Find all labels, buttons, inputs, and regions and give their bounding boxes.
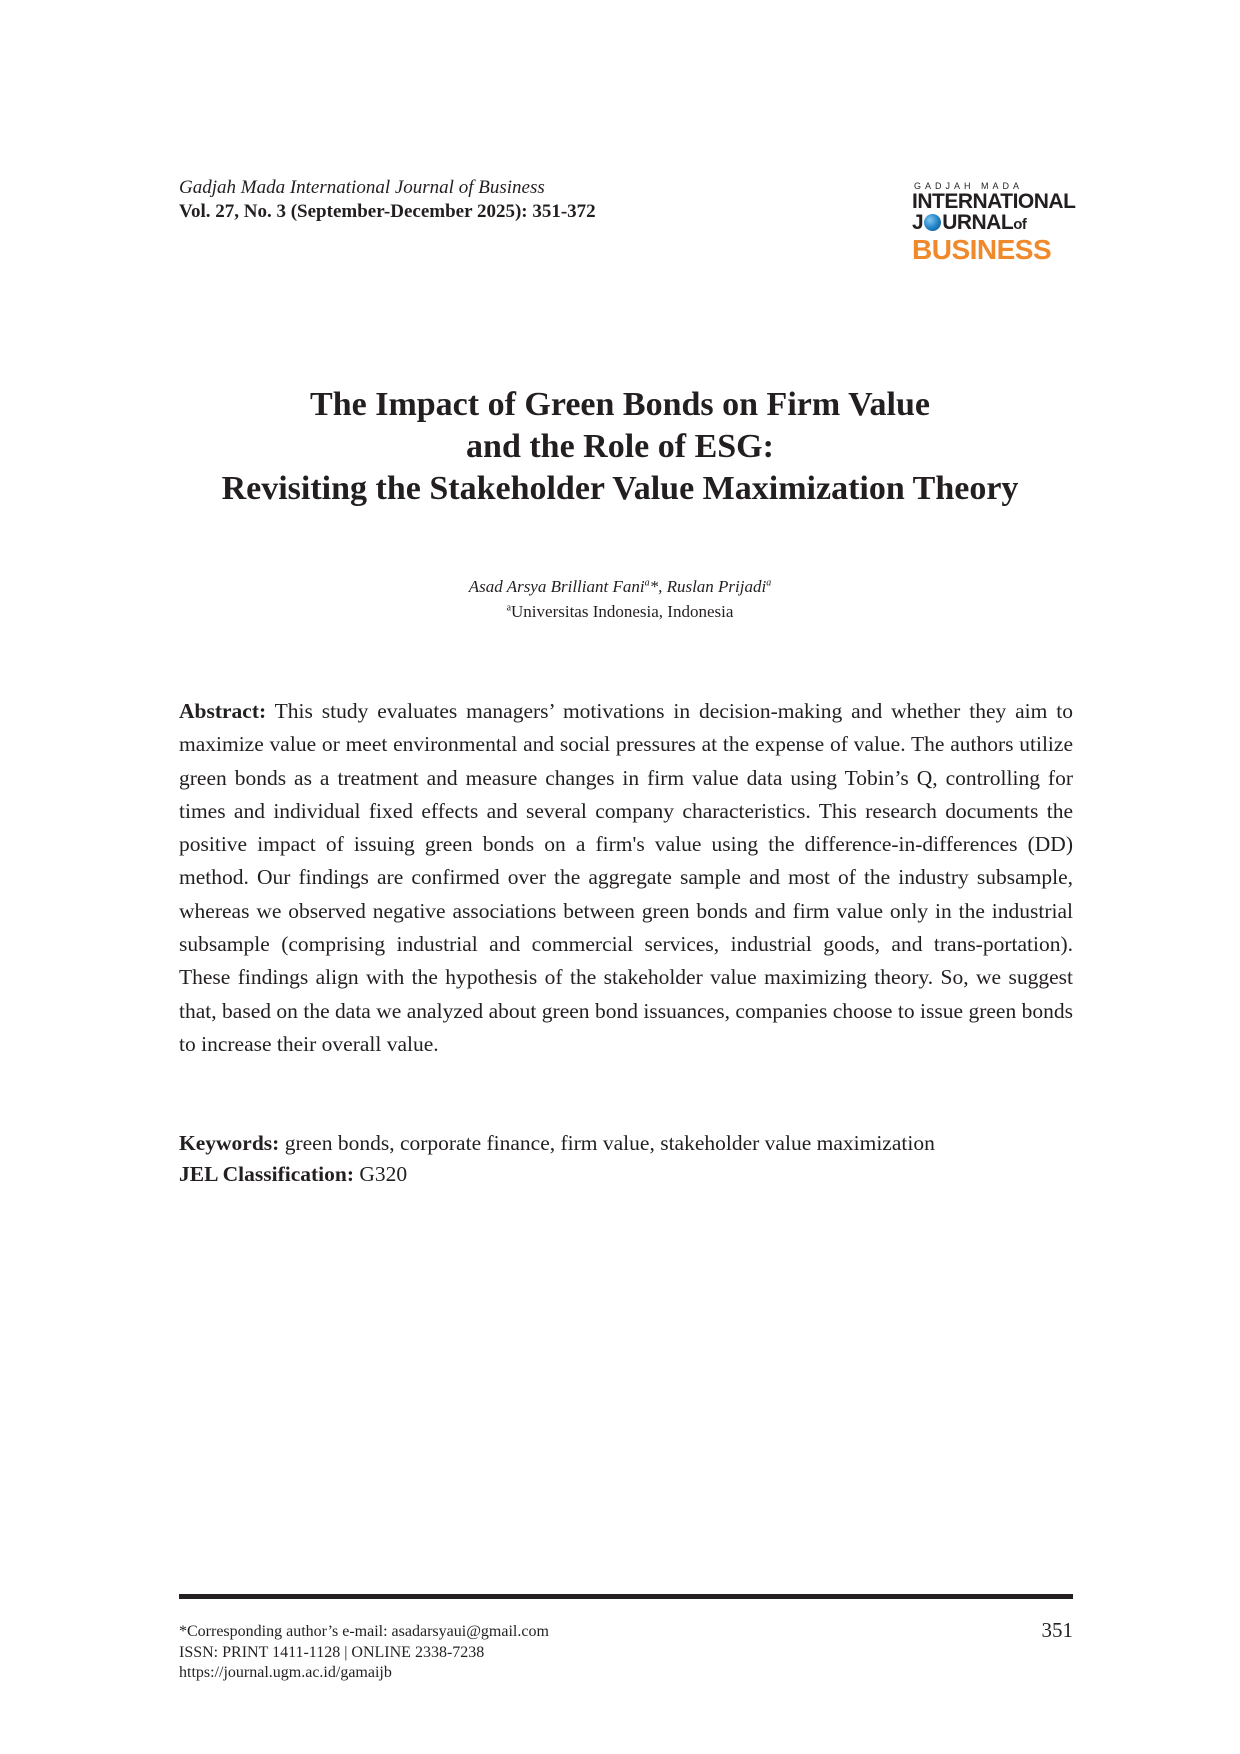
title-line-3: Revisiting the Stakeholder Value Maximization Theory [221, 470, 1019, 507]
abstract [179, 695, 1073, 1061]
keywords-text: green bonds, corporate finance, firm value, stakeholder value maximization [284, 1131, 935, 1155]
abstract-label: Abstract: [179, 699, 267, 723]
author-1-affiliation-mark: a [644, 577, 650, 589]
journal-issue: Vol. 27, No. 3 (September-December 2025): 351-372 [179, 201, 596, 222]
affiliation [140, 601, 1100, 623]
logo-business: BUSINESS [912, 234, 1052, 265]
paper-title [140, 384, 1100, 510]
author-1: Asad Arsya Brilliant Fani [468, 577, 645, 596]
footer [179, 1622, 549, 1684]
footer-divider [179, 1594, 1073, 1599]
jel-line [179, 1159, 1073, 1190]
author-2: Ruslan Prijadi [666, 577, 767, 596]
journal-url: https://journal.ugm.ac.id/gamaijb [179, 1664, 392, 1681]
logo-small-text: GADJAH MADA [914, 181, 1024, 191]
author-list [140, 576, 1100, 598]
keywords-block [179, 1128, 1073, 1190]
affiliation-text: Universitas Indonesia, Indonesia [511, 602, 734, 621]
logo-international: INTERNATIONAL [912, 190, 1076, 213]
affiliation-mark: a [506, 602, 512, 614]
journal-logo [912, 180, 1076, 280]
page-number: 351 [1041, 1618, 1073, 1642]
abstract-text: This study evaluates managers’ motivations in decision-making and whether they aim to maximize value or meet environmental and social pressures at the expense of value. The authors utilize green bonds as a treatment and measure changes in firm value data using Tobin’s Q, controlling for times and individual fixed effects and several company characteristics. This research documents the positive impact of issuing green bonds on a firm's value using the difference-in-differences (DD) method. Our findings are confirmed over the aggregate sample and most of the industry subsample, whereas we observed negative associations between green bonds and firm value only in the industrial subsample (comprising industrial and commercial services, industrial goods, and trans-portation). These findings align with the hypothesis of the stakeholder value maximizing theory. So, we suggest that, based on the data we analyzed about green bond issuances, companies choose to issue green bonds to increase their overall value. [179, 699, 1073, 1056]
journal-name: Gadjah Mada International Journal of Business [179, 177, 545, 198]
title-line-1: The Impact of Green Bonds on Firm Value [310, 386, 930, 423]
logo-of: of [1013, 216, 1027, 233]
corresponding-email: *Corresponding author’s e-mail: asadarsyaui@gmail.com [179, 1623, 549, 1640]
logo-journal [912, 212, 1072, 236]
jel-label: JEL Classification: [179, 1162, 355, 1186]
author-2-affiliation-mark: a [766, 577, 772, 589]
corresponding-mark: *, [649, 577, 667, 596]
title-line-2: and the Role of ESG: [466, 428, 774, 465]
jel-text: G320 [359, 1162, 408, 1186]
globe-icon [924, 214, 941, 231]
issn: ISSN: PRINT 1411-1128 | ONLINE 2338-7238 [179, 1643, 485, 1661]
logo-journal-j: J [912, 211, 924, 234]
keywords-line [179, 1128, 1073, 1159]
logo-journal-urnal: URNAL [942, 211, 1014, 234]
keywords-label: Keywords: [179, 1131, 280, 1155]
